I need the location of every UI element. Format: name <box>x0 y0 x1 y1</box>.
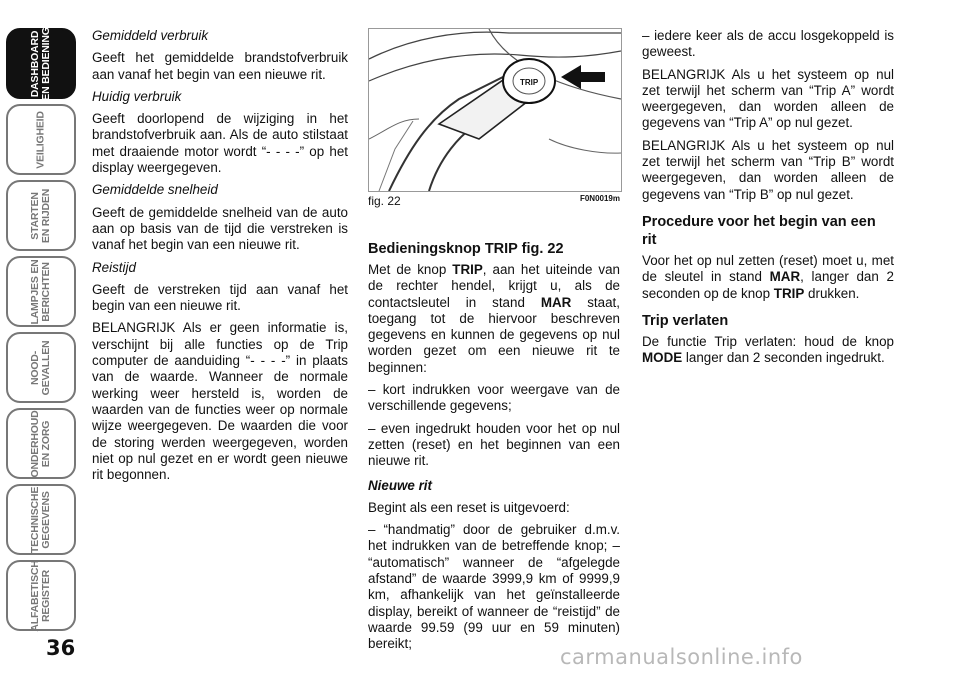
section-title: Reistijd <box>92 259 136 275</box>
tab-lampjes-en-berichten[interactable] <box>6 256 76 327</box>
knob-label: TRIP <box>520 78 539 87</box>
important-note: BELANGRIJK Als u het systeem op nul zet terwijl het scherm van “Trip A” wordt weergegeven, dan worden alleen de gegevens van “Trip A” op nul gezet. <box>642 66 894 131</box>
chapter-tabs <box>0 10 78 638</box>
paragraph: – “handmatig” door de gebruiker d.m.v. het indrukken van de betreffende knop; – “automatisch” wanneer de “afgelegde afstand” de waarde 3999,9 km of 9999,9 km, afhankelijk van het geïnstalleerde display, bereikt of wanneer de “reistijd” de waarde 99.59 (99 uur en 59 minuten) bereikt; <box>368 522 620 652</box>
section-title: Gemiddeld verbruik <box>92 28 209 43</box>
tab-label: TECHNISCHE GEGEVENS <box>29 486 52 553</box>
section-title: Huidig verbruik <box>92 88 182 104</box>
column-1 <box>92 28 348 489</box>
paragraph: Met de knop TRIP, aan het uiteinde van de rechter hendel, krijgt u, als de contactsleutel in stand MAR staat, toegang tot de hiervoor beschreven gegevens en kunnen de gegevens op nul worden gezet om een nieuwe rit te beginnen: <box>368 262 620 375</box>
page-number: 36 <box>46 636 76 660</box>
tab-label: LAMPJES EN BERICHTEN <box>29 258 52 325</box>
section-heading: Trip verlaten <box>642 312 729 329</box>
figure-number: fig. 22 <box>368 194 401 208</box>
column-2 <box>368 230 620 659</box>
paragraph: Geeft het gemiddelde brandstofverbruik aan vanaf het begin van een nieuwe rit. <box>92 50 348 82</box>
section-title: Gemiddelde snelheid <box>92 182 218 198</box>
section-heading: Procedure voor het begin van een rit <box>642 213 876 248</box>
paragraph: Geeft doorlopend de wijziging in het brandstofverbruik aan. Als de auto stilstaat met draaiende motor wordt “- - - -” op het display weergegeven. <box>92 111 348 176</box>
tab-label: ONDERHOUD EN ZORG <box>29 409 52 478</box>
tab-noodgevallen[interactable] <box>6 332 76 403</box>
section-heading: Bedieningsknop TRIP fig. 22 <box>368 241 564 257</box>
sub-heading: Nieuwe rit <box>368 477 432 493</box>
tab-label: ALFABETISCH REGISTER <box>29 559 52 632</box>
paragraph: – even ingedrukt houden voor het op nul zetten (reset) en het beginnen van een nieuwe rit. <box>368 420 620 469</box>
column-3 <box>642 28 894 372</box>
figure-caption <box>368 194 620 208</box>
tab-onderhoud-en-zorg[interactable] <box>6 408 76 479</box>
paragraph: Voor het op nul zetten (reset) moet u, met de sleutel in stand MAR, langer dan 2 seconden op de knop TRIP drukken. <box>642 252 894 301</box>
tab-alfabetisch-register[interactable] <box>6 560 76 631</box>
tab-dashboard-en-bediening[interactable] <box>6 28 76 99</box>
tab-technische-gegevens[interactable] <box>6 484 76 555</box>
watermark: carmanualsonline.info <box>560 645 803 669</box>
tab-veiligheid[interactable] <box>6 104 76 175</box>
important-note: BELANGRIJK Als er geen informatie is, verschijnt bij alle functies op de Trip computer de aanduiding “- - - -” in plaats van de waarde. Wanneer de normale werking weer hersteld is, worden de waarden van de functies weer op normale wijze weergegeven. De waarden die voor de storing werden weergegeven, worden niet op nul gezet en er wordt geen nieuwe rit begonnen. <box>92 320 348 483</box>
paragraph: – iedere keer als de accu losgekoppeld is geweest. <box>642 28 894 60</box>
tab-label: VEILIGHEID <box>34 110 47 169</box>
figure-code: F0N0019m <box>579 194 620 203</box>
tab-label: STARTEN EN RIJDEN <box>29 188 52 243</box>
tab-label: NOOD- GEVALLEN <box>29 340 52 395</box>
stalk-illustration <box>369 29 621 191</box>
paragraph: – kort indrukken voor weergave van de verschillende gegevens; <box>368 382 620 414</box>
paragraph: Geeft de gemiddelde snelheid van de auto aan op basis van de tijd die verstreken is vanaf het begin van een nieuwe rit. <box>92 204 348 253</box>
figure-trip-knob <box>368 28 622 192</box>
paragraph: Geeft de verstreken tijd aan vanaf het begin van een nieuwe rit. <box>92 281 348 314</box>
tab-label: DASHBOARD EN BEDIENING <box>29 26 52 101</box>
important-note: BELANGRIJK Als u het systeem op nul zet terwijl het scherm van “Trip B” wordt weergegeven, dan worden alleen de gegevens van “Trip B” op nul gezet. <box>642 137 894 202</box>
tab-starten-en-rijden[interactable] <box>6 180 76 251</box>
paragraph: Begint als een reset is uitgevoerd: <box>368 499 570 515</box>
paragraph: De functie Trip verlaten: houd de knop MODE langer dan 2 seconden ingedrukt. <box>642 333 894 366</box>
